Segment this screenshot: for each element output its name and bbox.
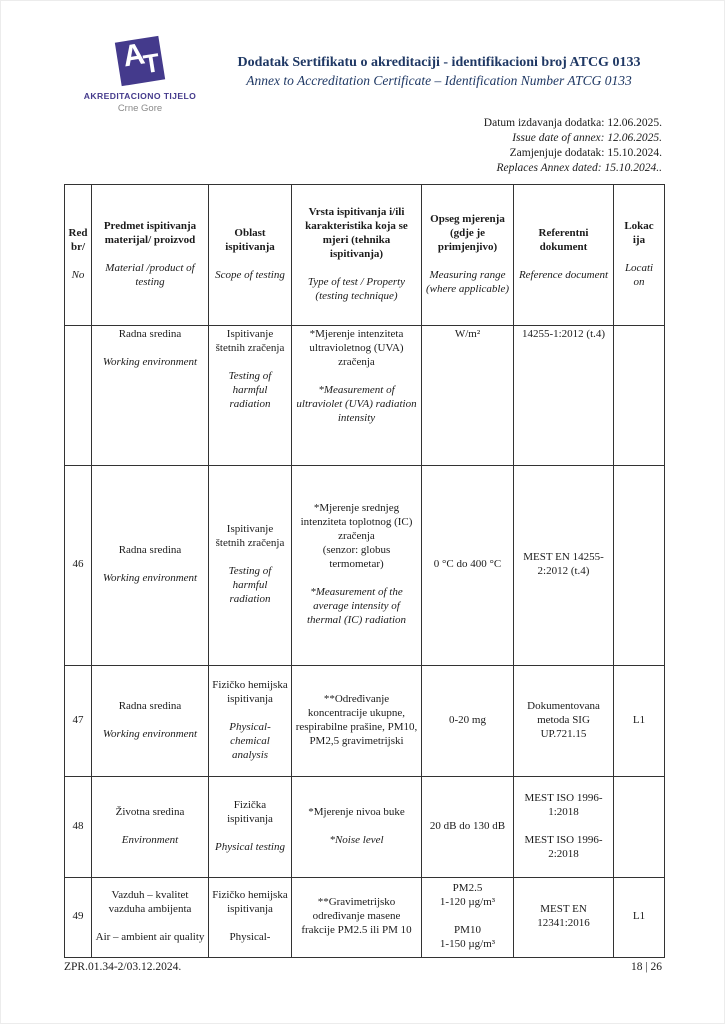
column-header-referentni	[514, 184, 614, 325]
monogram-letter-a: A	[120, 37, 148, 74]
cell-line	[295, 262, 418, 276]
cell-line: *Measurement of ultraviolet (UVA) radiation intensity	[296, 383, 417, 424]
column-header-lokacija	[614, 184, 665, 325]
cell-line	[68, 255, 88, 269]
cell-line	[295, 820, 418, 834]
cell-line	[95, 917, 205, 931]
date-block	[64, 116, 662, 176]
cell-lokacija	[614, 465, 665, 665]
cell-line: Lokac	[624, 219, 654, 232]
cell-predmet	[92, 877, 209, 957]
cell-opseg	[422, 325, 514, 465]
logo-country: Crne Gore	[117, 103, 163, 114]
accreditation-body-logo	[64, 37, 216, 114]
cell-line: 47	[72, 713, 84, 726]
cell-line	[617, 248, 661, 262]
cell-line: Ispitivanje štetnih zračenja	[215, 523, 285, 550]
table-row	[65, 465, 665, 665]
cell-line: Fizička ispitivanja	[227, 798, 273, 825]
table-row	[65, 665, 665, 776]
table-header-row	[65, 184, 665, 325]
cell-line: 46	[72, 558, 84, 571]
cell-predmet	[92, 465, 209, 665]
cell-line: (senzor: globus termometar)	[322, 544, 391, 571]
issue-date-english: Issue date of annex: 12.06.2025.	[512, 131, 662, 144]
cell-referentni	[514, 465, 614, 665]
cell-line: Referentni dokument	[538, 226, 589, 253]
cell-line: Radna sredina	[118, 544, 182, 557]
cell-line: Dokumentovana metoda SIG UP.721.15	[527, 699, 600, 740]
cell-line	[517, 820, 610, 834]
cell-line	[295, 370, 418, 384]
cell-vrsta	[292, 465, 422, 665]
cell-line: 14255-1:2012 (t.4)	[521, 327, 606, 340]
cell-line: 0-20 mg	[449, 713, 486, 726]
cell-line	[425, 910, 510, 924]
cell-line: Scope of testing	[215, 268, 285, 281]
cell-line: Životna sredina	[115, 805, 185, 818]
table-row	[65, 776, 665, 877]
cell-vrsta	[292, 665, 422, 776]
cell-line: PM10	[454, 924, 481, 937]
cell-lokacija	[614, 776, 665, 877]
cell-line: Air – ambient air quality	[95, 931, 205, 944]
cell-line: Physical testing	[215, 840, 285, 853]
title-block	[216, 37, 662, 89]
cell-line: L1	[632, 910, 646, 923]
cell-line	[212, 827, 288, 841]
cell-line: Measuring range (where applicable)	[426, 268, 509, 295]
cell-line	[95, 820, 205, 834]
cell-line: *Mjerenje srednjeg intenziteta toplotnog (IC) zračenja	[300, 502, 413, 543]
cell-line	[68, 328, 88, 342]
cell-line: Radna sredina	[118, 327, 182, 340]
cell-referentni	[514, 877, 614, 957]
cell-line: MEST EN 12341:2016	[537, 903, 590, 930]
cell-vrsta	[292, 776, 422, 877]
cell-opseg	[422, 877, 514, 957]
cell-line	[95, 714, 205, 728]
cell-line: Environment	[121, 833, 179, 846]
cell-predmet	[92, 665, 209, 776]
table-row	[65, 877, 665, 957]
cell-line: *Noise level	[329, 833, 384, 846]
cell-line: L1	[632, 713, 646, 726]
cell-line: Fizičko hemijska ispitivanja	[212, 678, 288, 705]
cell-line: Locati	[624, 261, 654, 274]
cell-line: 0 °C do 400 °C	[433, 558, 502, 571]
cell-line: Testing of harmful radiation	[228, 369, 272, 410]
cell-line: on	[633, 275, 645, 288]
cell-oblast	[209, 665, 292, 776]
cell-line: Radna sredina	[118, 699, 182, 712]
at-monogram-icon	[115, 36, 165, 86]
column-header-predmet	[92, 184, 209, 325]
cell-referentni	[514, 325, 614, 465]
cell-lokacija	[614, 325, 665, 465]
footer-page-number: 18 | 26	[630, 961, 662, 973]
cell-line: MEST ISO 1996-1:2018	[524, 791, 603, 818]
cell-line: Physical-	[229, 931, 271, 944]
cell-line: No	[71, 268, 85, 281]
cell-line: MEST EN 14255-2:2012 (t.4)	[523, 551, 604, 578]
replaces-date-english: Replaces Annex dated: 15.10.2024..	[496, 161, 662, 174]
cell-line: *Mjerenje nivoa buke	[308, 805, 405, 818]
cell-line: PM2.5	[452, 882, 483, 895]
cell-vrsta	[292, 325, 422, 465]
cell-line	[517, 255, 610, 269]
cell-oblast	[209, 325, 292, 465]
cell-line: **Gravimetrijsko određivanje masene frakcije PM2.5 ili PM 10	[301, 896, 412, 937]
cell-line: Reference document	[518, 268, 609, 281]
logo-org-name: AKREDITACIONO TIJELO	[83, 91, 197, 101]
cell-line: Physical-chemical analysis	[229, 720, 271, 761]
cell-line	[212, 917, 288, 931]
cell-lokacija	[614, 665, 665, 776]
cell-line: Type of test / Property (testing technique)	[307, 275, 406, 302]
cell-line: Working environment	[102, 727, 198, 740]
cell-line: 48	[72, 819, 84, 832]
cell-line: ija	[632, 233, 646, 246]
cell-line	[212, 707, 288, 721]
cell-line: 1-150 µg/m³	[439, 938, 496, 951]
column-header-oblast	[209, 184, 292, 325]
cell-line: Testing of harmful radiation	[228, 565, 272, 606]
cell-opseg	[422, 465, 514, 665]
cell-line: *Mjerenje intenziteta ultravioletnog (UVA) zračenja	[309, 327, 404, 368]
cell-line: *Measurement of the average intensity of thermal (IC) radiation	[307, 586, 406, 627]
cell-line: Opseg mjerenja (gdje je primjenjivo)	[430, 212, 505, 253]
column-header-opseg	[422, 184, 514, 325]
cell-red-br	[65, 877, 92, 957]
cell-line: MEST ISO 1996-2:2018	[524, 833, 603, 860]
cell-line: Material /product of testing	[105, 261, 195, 288]
document-footer	[64, 961, 662, 973]
cell-line: Working environment	[102, 355, 198, 368]
cell-line	[295, 572, 418, 586]
cell-line: 49	[72, 910, 84, 923]
cell-line	[212, 356, 288, 370]
cell-red-br	[65, 465, 92, 665]
cell-vrsta	[292, 877, 422, 957]
cell-lokacija	[614, 877, 665, 957]
cell-line: Working environment	[102, 572, 198, 585]
cell-red-br	[65, 325, 92, 465]
issue-date-local: Datum izdavanja dodatka: 12.06.2025.	[483, 117, 662, 129]
cell-referentni	[514, 665, 614, 776]
cell-oblast	[209, 465, 292, 665]
cell-oblast	[209, 877, 292, 957]
cell-line: W/m²	[454, 327, 481, 340]
cell-line	[425, 255, 510, 269]
cell-line: Red br/	[68, 226, 88, 253]
cell-line: Vrsta ispitivanja i/ili karakteristika koja se mjeri (tehnika ispitivanja)	[305, 205, 408, 260]
cell-line	[212, 255, 288, 269]
column-header-red-br	[65, 184, 92, 325]
cell-line	[95, 248, 205, 262]
cell-red-br	[65, 665, 92, 776]
document-subtitle: Annex to Accreditation Certificate – Identification Number ATCG 0133	[246, 72, 632, 88]
accreditation-scope-table	[64, 184, 665, 958]
cell-line: Vazduh – kvalitet vazduha ambijenta	[108, 889, 192, 916]
cell-oblast	[209, 776, 292, 877]
cell-line: Fizičko hemijska ispitivanja	[212, 889, 288, 916]
cell-line	[212, 551, 288, 565]
document-title: Dodatak Sertifikatu o akreditaciji - identifikacioni broj ATCG 0133	[237, 55, 641, 70]
cell-red-br	[65, 776, 92, 877]
cell-opseg	[422, 665, 514, 776]
column-header-vrsta	[292, 184, 422, 325]
cell-line: 1-120 µg/m³	[439, 896, 496, 909]
cell-line: Predmet ispitivanja materijal/ proizvod	[103, 219, 197, 246]
cell-line: Ispitivanje štetnih zračenja	[215, 327, 285, 354]
cell-opseg	[422, 776, 514, 877]
monogram-letter-t: T	[141, 47, 162, 80]
cell-line	[95, 342, 205, 356]
table-row	[65, 325, 665, 465]
cell-predmet	[92, 776, 209, 877]
cell-line: **Određivanje koncentracije ukupne, respirabilne prašine, PM10, PM2,5 gravimetrijski	[295, 692, 418, 747]
cell-line: Oblast ispitivanja	[225, 226, 275, 253]
document-header	[64, 37, 662, 114]
footer-document-code: ZPR.01.34-2/03.12.2024.	[64, 961, 182, 973]
replaces-date-local: Zamjenjuje dodatak: 15.10.2024.	[509, 146, 662, 159]
table-body	[65, 325, 665, 957]
cell-line: 20 dB do 130 dB	[429, 819, 506, 832]
table-head	[65, 184, 665, 325]
cell-predmet	[92, 325, 209, 465]
cell-referentni	[514, 776, 614, 877]
cell-line	[95, 558, 205, 572]
